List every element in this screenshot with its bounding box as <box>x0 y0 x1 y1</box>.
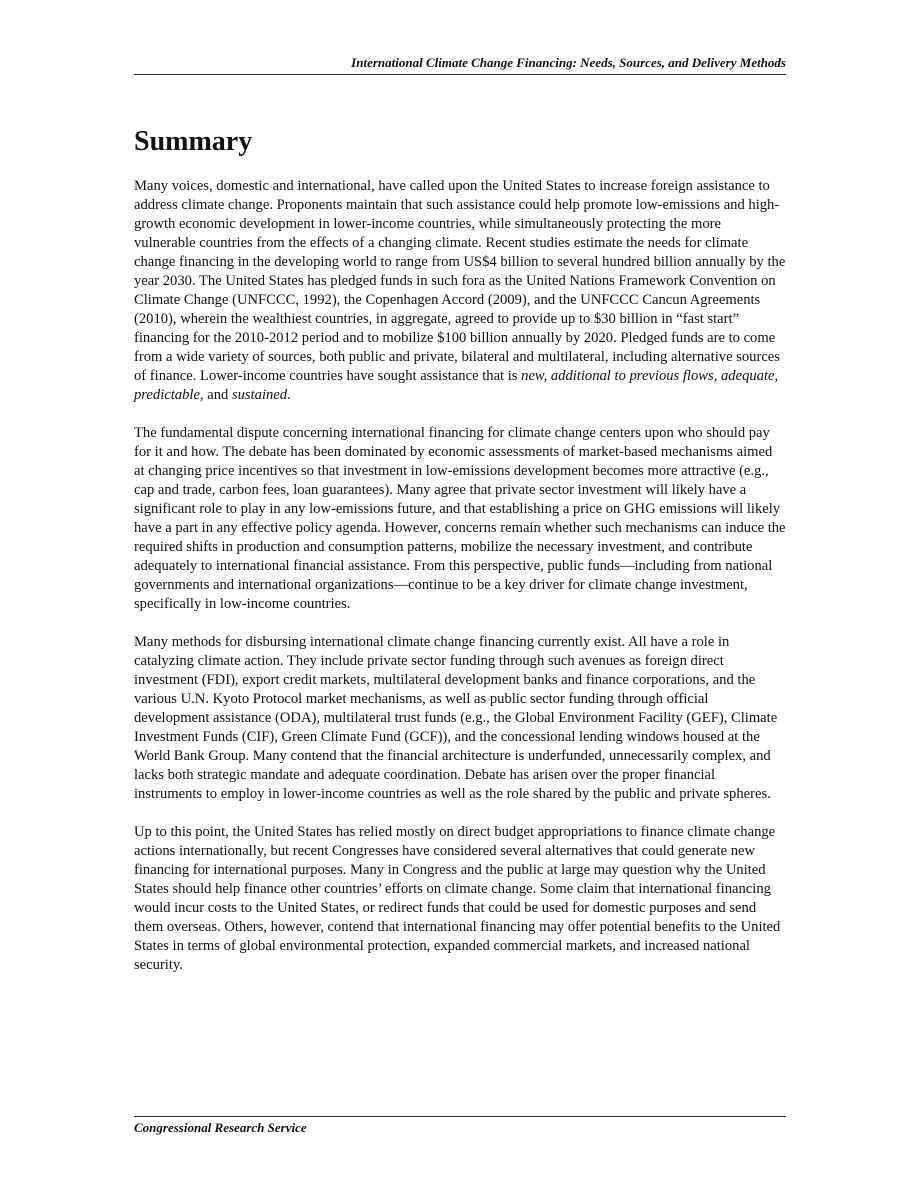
paragraph-4: Up to this point, the United States has relied mostly on direct budget appropriations to finance climate change actions internationally, but recent Congresses have considered several alternatives that could generate new financing for international purposes. Many in Congress and the public at large may question why the United States should help finance other countries’ efforts on climate change. Some claim that international financing would incur costs to the United States, or redirect funds that could be used for domestic purposes and send them overseas. Others, however, contend that international financing may offer potential benefits to the United States in terms of global environmental protection, expanded commercial markets, and increased national security. <box>134 824 781 973</box>
summary-body <box>134 177 786 994</box>
running-header <box>134 52 786 75</box>
paragraph-1-emphasis-1: new, additional to previous flows, adequate, predictable, <box>134 368 779 403</box>
footer-rule <box>134 1116 786 1117</box>
paragraph-1-connector: and <box>203 387 232 403</box>
paragraph-1-text: Many voices, domestic and international, have called upon the United States to increase foreign assistance to address climate change. Proponents maintain that such assistance could help promote low-emissions and high-growth economic development in lower-income countries, while simultaneously protecting the more vulnerable countries from the effects of a changing climate. Recent studies estimate the needs for climate change financing in the developing world to range from US$4 billion to several hundred billion annually by the year 2030. The United States has pledged funds in such fora as the United Nations Framework Convention on Climate Change (UNFCCC, 1992), the Copenhagen Accord (2009), and the UNFCCC Cancun Agreements (2010), wherein the wealthiest countries, in aggregate, agreed to provide up to $30 billion in “fast start” financing for the 2010-2012 period and to mobilize $100 billion annually by 2020. Pledged funds are to come from a wide variety of sources, both public and private, bilateral and multilateral, including alternative sources of finance. Lower-income countries have sought assistance that is <box>134 178 786 384</box>
paragraph-1-emphasis-2: sustained <box>231 387 288 403</box>
paragraph-1-end: . <box>287 387 291 403</box>
paragraph-1 <box>134 177 786 405</box>
running-footer: Congressional Research Service <box>134 1120 307 1135</box>
running-header-title: International Climate Change Financing: Needs, Sources, and Delivery Methods <box>351 55 786 70</box>
page-title: Summary <box>134 126 253 157</box>
paragraph-2: The fundamental dispute concerning international financing for climate change centers upon who should pay for it and how. The debate has been dominated by economic assessments of market-based mechanisms aimed at changing price incentives so that investment in low-emissions development becomes more attractive (e.g., cap and trade, carbon fees, loan guarantees). Many agree that private sector investment will likely have a significant role to play in any low-emissions future, and that establishing a price on GHG emissions will likely have a part in any effective policy agenda. However, concerns remain whether such mechanisms can induce the required shifts in production and consumption patterns, mobilize the necessary investment, and contribute adequately to international financial assistance. From this perspective, public funds—including from national governments and international organizations—continue to be a key driver for climate change investment, specifically in low-income countries. <box>134 425 786 612</box>
paragraph-3: Many methods for disbursing international climate change financing currently exist. All have a role in catalyzing climate action. They include private sector funding through such avenues as foreign direct investment (FDI), export credit markets, multilateral development banks and finance corporations, and the various U.N. Kyoto Protocol market mechanisms, as well as public sector funding through official development assistance (ODA), multilateral trust funds (e.g., the Global Environment Facility (GEF), Climate Investment Funds (CIF), Green Climate Fund (GCF)), and the concessional lending windows housed at the World Bank Group. Many contend that the financial architecture is underfunded, unnecessarily complex, and lacks both strategic mandate and adequate coordination. Debate has arisen over the proper financial instruments to employ in lower-income countries as well as the role shared by the public and private spheres. <box>134 634 778 802</box>
